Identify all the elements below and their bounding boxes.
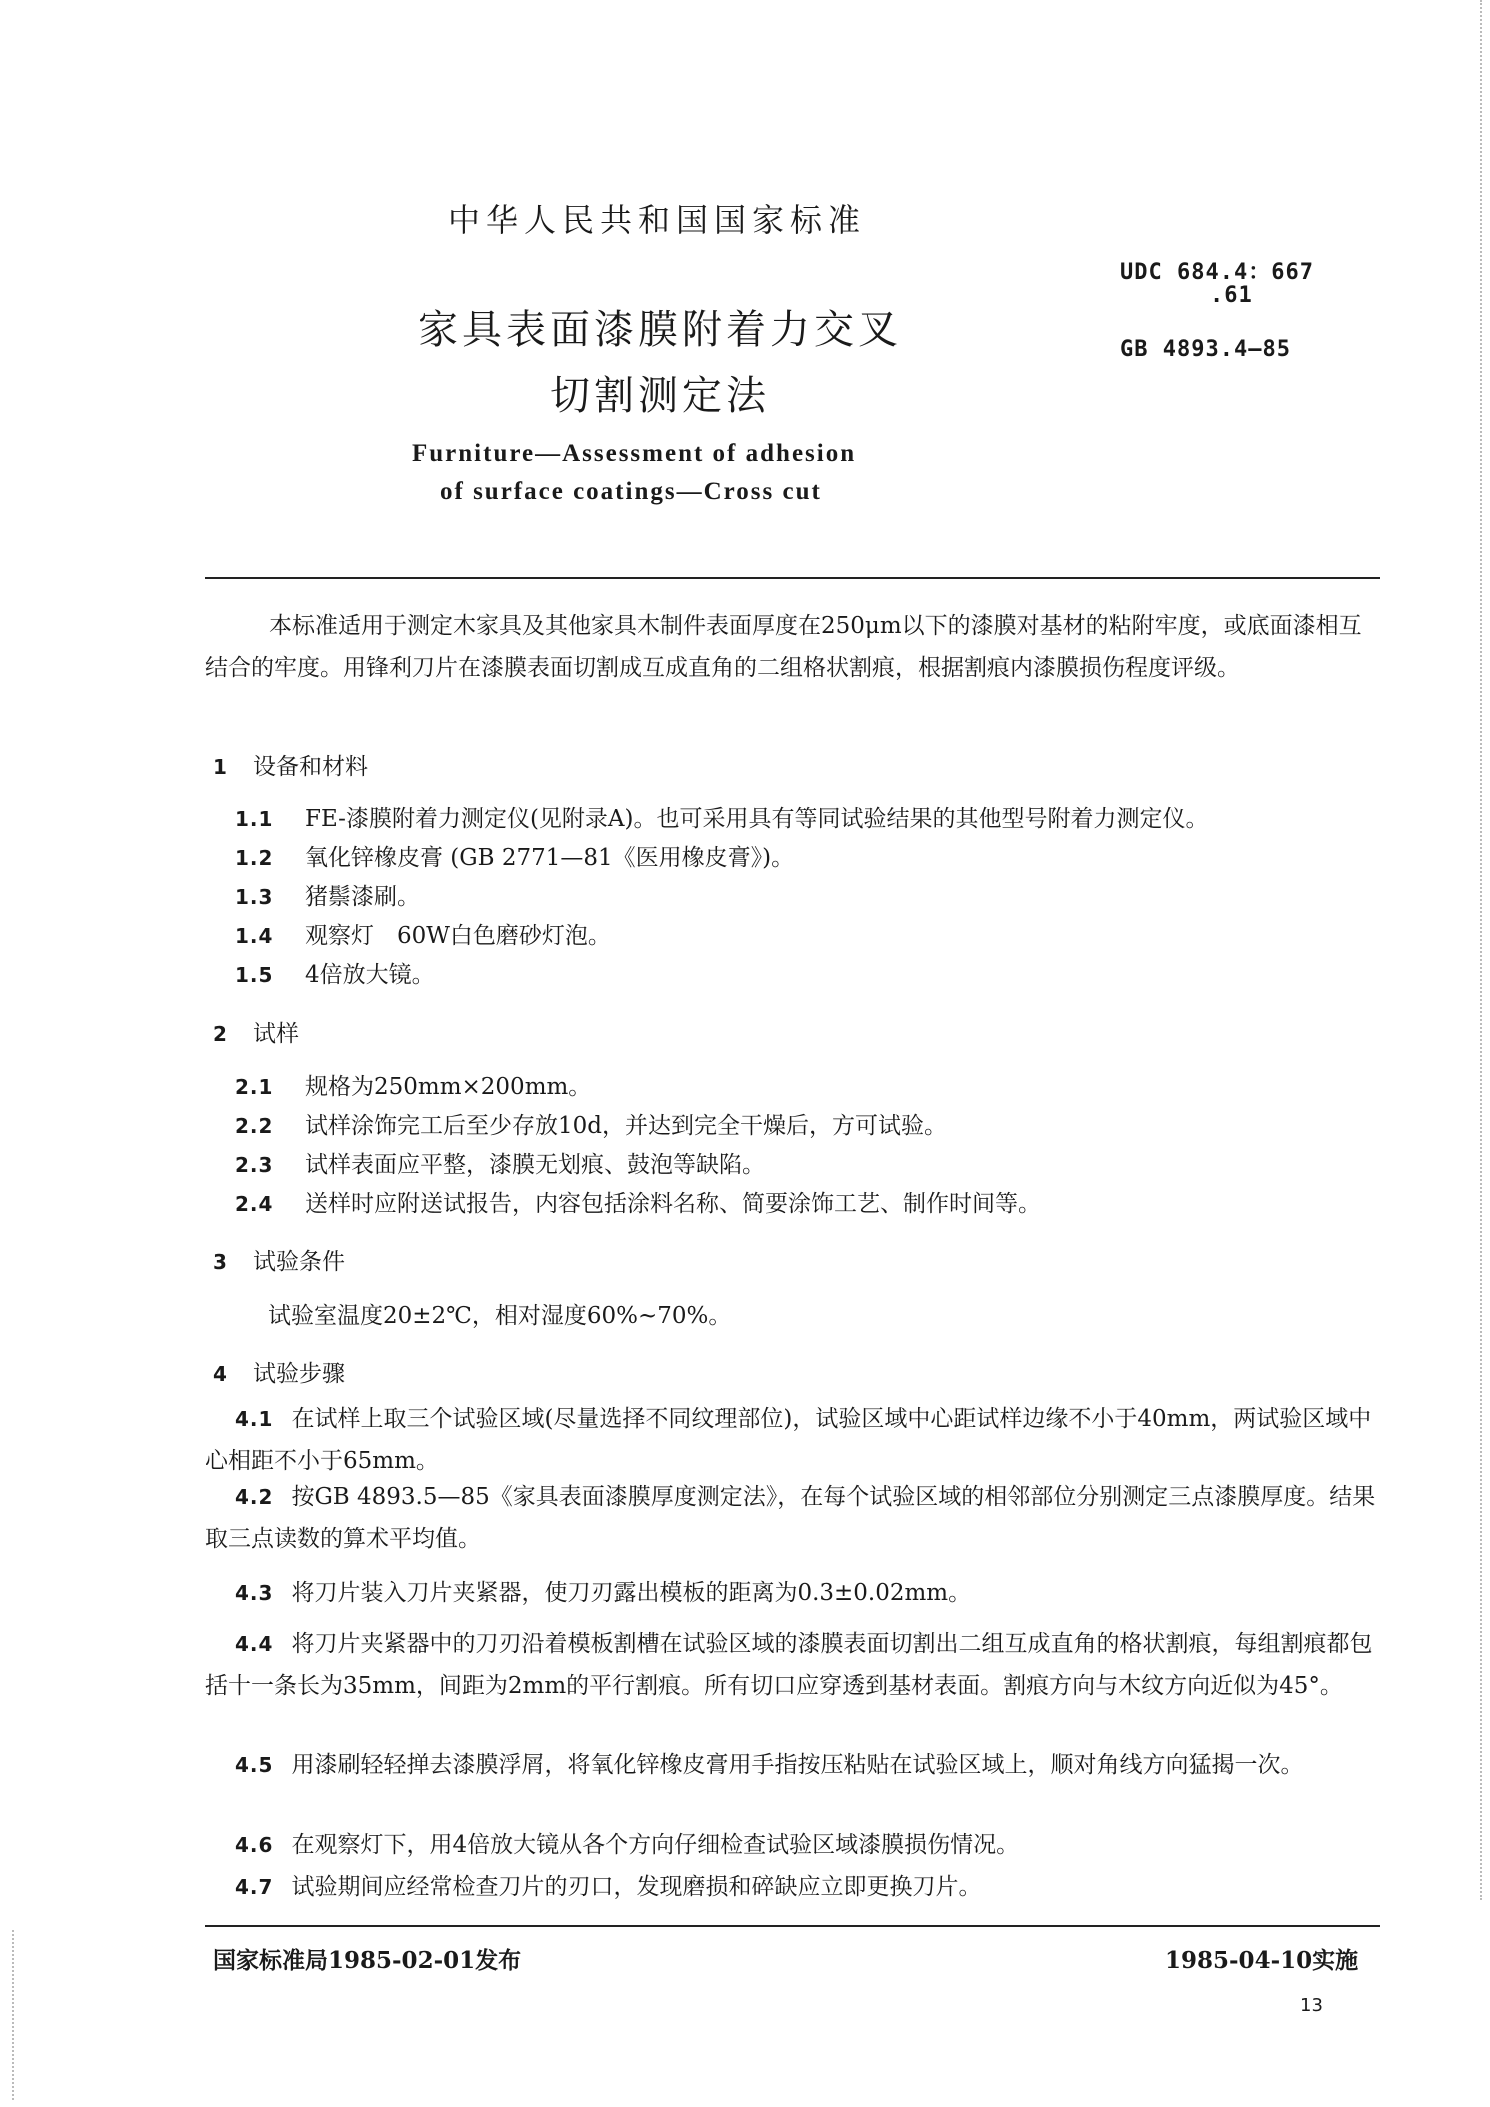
section-2-heading: 2 试样 xyxy=(213,1021,299,1047)
list-item: 1.2 氧化锌橡皮膏 (GB 2771—81《医用橡皮膏》)。 xyxy=(235,845,795,871)
section-3-heading: 3 试验条件 xyxy=(213,1249,345,1275)
udc-code: UDC 684.4：667 xyxy=(1120,260,1314,285)
list-item: 2.2 试样涂饰完工后至少存放10d，并达到完全干燥后，方可试验。 xyxy=(235,1113,947,1139)
section-1-heading: 1 设备和材料 xyxy=(213,754,368,780)
list-item: 4.1 在试样上取三个试验区域(尽量选择不同纹理部位)，试验区域中心距试样边缘不小于40mm，两试验区域中心相距不小于65mm。 xyxy=(205,1406,1372,1474)
english-title-line-2: of surface coatings—Cross cut xyxy=(440,478,822,505)
list-item: 4.4 将刀片夹紧器中的刀刃沿着模板割槽在试验区域的漆膜表面切割出二组互成直角的格状割痕，每组割痕都包括十一条长为35mm，间距为2mm的平行割痕。所有切口应穿透到基材表面。割痕方向与木纹方向近似为45°。 xyxy=(205,1631,1373,1699)
title-line-2: 切割测定法 xyxy=(550,373,770,419)
issue-date: 国家标准局1985-02-01发布 xyxy=(213,1947,522,1974)
effective-date: 1985-04-10实施 xyxy=(1165,1947,1359,1974)
scan-edge-left xyxy=(12,1930,14,2100)
test-conditions-text: 试验室温度20±2℃，相对湿度60%~70%。 xyxy=(268,1303,732,1329)
section-4-heading: 4 试验步骤 xyxy=(213,1361,345,1387)
list-item: 1.3 猪鬃漆刷。 xyxy=(235,884,420,910)
list-item: 4.7 试验期间应经常检查刀片的刃口，发现磨损和碎缺应立即更换刀片。 xyxy=(235,1874,982,1900)
english-title-line-1: Furniture—Assessment of adhesion xyxy=(412,440,857,467)
gb-code: GB 4893.4—85 xyxy=(1120,337,1291,362)
list-item: 4.3 将刀片装入刀片夹紧器，使刀刃露出模板的距离为0.3±0.02mm。 xyxy=(235,1580,972,1606)
header-divider xyxy=(205,577,1380,579)
list-item: 1.5 4倍放大镜。 xyxy=(235,962,435,988)
list-item: 4.6 在观察灯下，用4倍放大镜从各个方向仔细检查试验区域漆膜损伤情况。 xyxy=(235,1832,1020,1858)
scan-edge-right xyxy=(1480,0,1482,1900)
intro-paragraph: 本标准适用于测定木家具及其他家具木制件表面厚度在250μm以下的漆膜对基材的粘附牢度，或底面漆相互结合的牢度。用锋利刀片在漆膜表面切割成互成直角的二组格状割痕，根据割痕内漆膜损伤程度评级。 xyxy=(205,613,1362,681)
standard-type: 中华人民共和国国家标准 xyxy=(448,201,867,239)
list-item: 1.1 FE-漆膜附着力测定仪(见附录A)。也可采用具有等同试验结果的其他型号附着力测定仪。 xyxy=(235,806,1209,832)
list-item: 4.5 用漆刷轻轻掸去漆膜浮屑，将氧化锌橡皮膏用手指按压粘贴在试验区域上，顺对角线方向猛揭一次。 xyxy=(235,1752,1304,1778)
list-item: 4.2 按GB 4893.5—85《家具表面漆膜厚度测定法》，在每个试验区域的相邻部位分别测定三点漆膜厚度。结果取三点读数的算术平均值。 xyxy=(205,1484,1376,1552)
list-item: 1.4 观察灯 60W白色磨砂灯泡。 xyxy=(235,923,611,949)
udc-code-continuation: .61 xyxy=(1210,283,1253,308)
footer-divider xyxy=(205,1925,1380,1927)
list-item: 2.3 试样表面应平整，漆膜无划痕、鼓泡等缺陷。 xyxy=(235,1152,765,1178)
page-number: 13 xyxy=(1300,1995,1323,2016)
list-item: 2.4 送样时应附送试报告，内容包括涂料名称、简要涂饰工艺、制作时间等。 xyxy=(235,1191,1041,1217)
title-line-1: 家具表面漆膜附着力交叉 xyxy=(418,307,902,353)
list-item: 2.1 规格为250mm×200mm。 xyxy=(235,1074,592,1100)
